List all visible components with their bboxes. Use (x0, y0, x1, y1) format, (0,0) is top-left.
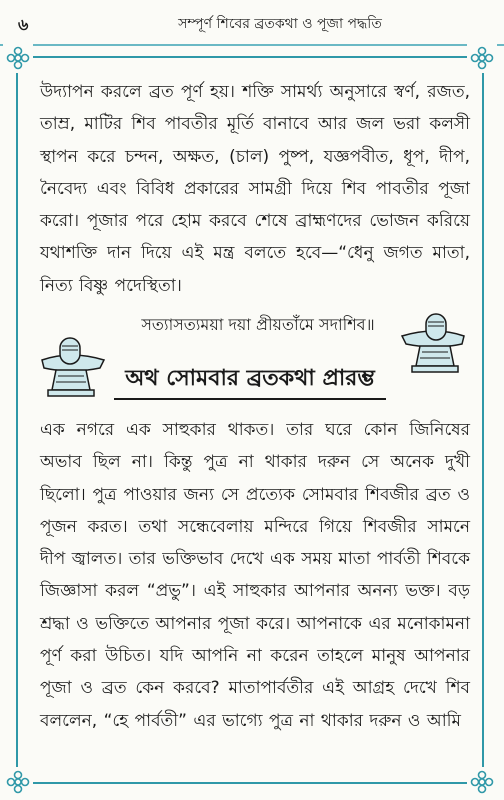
story-paragraph: এক নগরে এক সাহুকার থাকত। তার ঘরে কোন জিনিষের অভাব ছিল না। কিন্তু পুত্র না থাকার দরুন সে অনেক দুখী ছিলো। পুত্র পাওয়ার জন্য সে প্রত্যেক সোমবার শিবজীর ব্রত ও পূজন করত। তথা সন্ধেবেলায় মন্দিরে গিয়ে শিবজীর সামনে দীপ জ্বালত। তার ভক্তিভাব দেখে এক সময় মাতা পার্বতী শিবকে জিজ্ঞাসা করল “প্রভু”। এই সাহুকার আপনার অনন্য ভক্ত। বড় শ্রদ্ধা ও ভক্তিতে আপনার পূজা করে। আপনাকে এর মনোকামনা পূর্ণ করা উচিত। যদি আপনি না করেন তাহলে মানুষ আপনার পূজা ও ব্রত কেন করবে? মাতাপার্বতীর এই আগ্রহ দেখে শিব বললেন, “হে পার্বতী” এর ভাগ্যে পুত্র না থাকার দরুন ও আমি (40, 420, 470, 731)
section-title-underline (114, 398, 386, 400)
page-number: ৬ (18, 15, 29, 34)
mantra-verse: সত্যাসত্যময়া দয়া প্রীয়তাঁমে সদাশিব॥ (141, 315, 375, 334)
shiva-lingam-icon (398, 306, 472, 374)
flower-corner-icon (467, 43, 497, 73)
shiva-lingam-icon (34, 330, 108, 398)
intro-paragraph: উদ্যাপন করলে ব্রত পূর্ণ হয়। শক্তি সামর্থ্য অনুসারে স্বর্ণ, রজত, তাম্র, মাটির শিব পাবতীর মূর্তি বানাবে আর জল ভরা কলসী স্থাপন করে চন্দন, অক্ষত, (চাল) পুষ্প, যজ্ঞপবীত, ধূপ, দীপ, নৈবেদ্য এবং বিবিধ প্রকারের সামগ্রী দিয়ে শিব পাবতীর পূজা করো। পূজার পরে হোম করবে শেষে ব্রাহ্মণদের ভোজন করিয়ে যথাশক্তি দান দিয়ে এই মন্ত্র বলতে হবে—“ধেনু জগত মাতা, নিত্য বিষ্ণু পদেস্থিতা। (40, 82, 470, 296)
page-header (0, 0, 504, 46)
running-title: সম্পূর্ণ শিবের ব্রতকথা ও পূজা পদ্ধতি (178, 16, 382, 32)
section-title: অথ সোমবার ব্রতকথা প্রারম্ভ (125, 366, 375, 391)
page-border-frame (16, 56, 484, 784)
flower-corner-icon (467, 767, 497, 797)
flower-corner-icon (3, 43, 33, 73)
flower-corner-icon (3, 767, 33, 797)
